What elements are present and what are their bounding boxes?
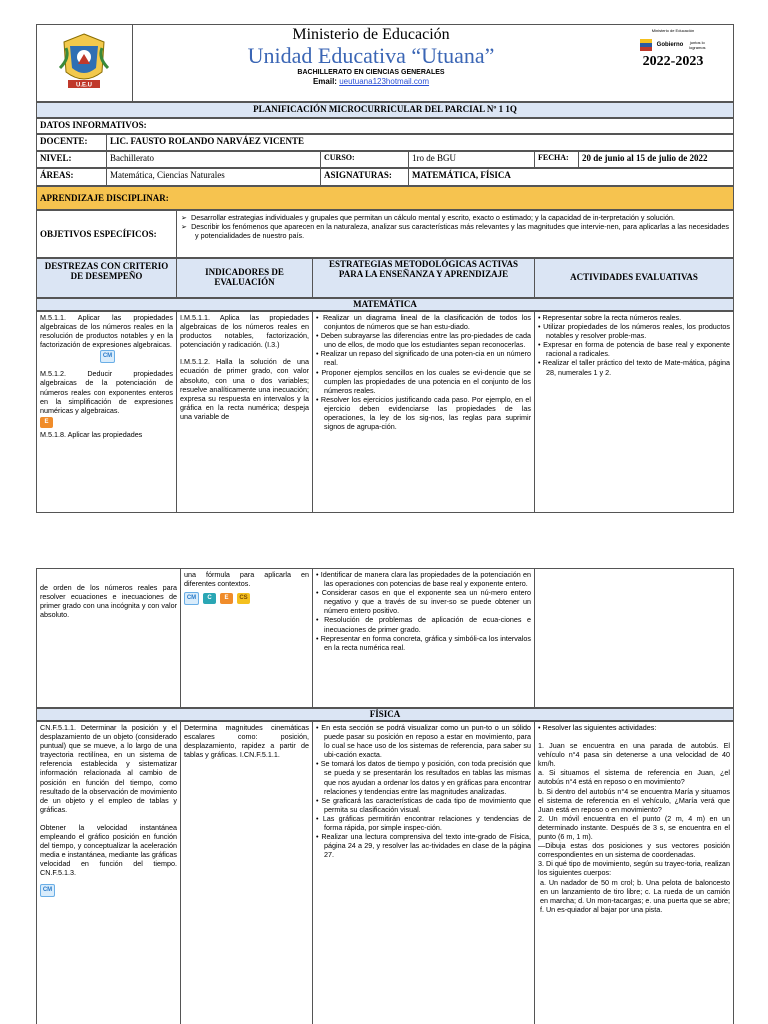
school-logo [40,28,128,96]
areas-value: Matemática, Ciencias Naturales [107,169,321,185]
aprendizaje-row [36,186,734,210]
actividad-item: 1. Juan se encuentra en una parada de autobús. El vehículo n°4 pasa sin detenerse a una velocidad de 40 km/h. [538,741,730,769]
school-name: Unidad Educativa “Utuana” [247,43,495,68]
objetivo-item: ➢ Desarrollar estrategias individuales y grupales que permitan un cálculo mental y escrito, exacto o estimado; y la capacidad de in-terpretación y solución. [181,213,675,222]
fisica-body [36,721,734,1024]
actividades-intro: • Resolver las siguientes actividades: [538,723,657,732]
matematica-cont-body [36,568,734,708]
ecuador-shield-icon [639,38,653,52]
logo-text: U.E.U [75,82,93,89]
document-page-2 [36,568,734,1024]
destreza-text: M.5.1.1. Aplicar las propiedades algebraicas de los números reales en la resolución de productos notables y en la factorización de expresiones algebraicas. [40,313,173,350]
nivel-value: Bachillerato [107,152,321,167]
ministry-name: Ministerio de Educación [292,26,450,43]
actividad-item: b. Si dentro del autobús n°4 se encuentra María y situamos el sistema de referencia en el vehículo, ¿María verá que Juan está en reposo o en movimiento? [538,786,730,814]
estrategia-item: • Resolución de problemas de aplicación de ecua-ciones e inecuaciones de primer grado. [316,615,532,634]
matematica-cont-estrategias [313,569,535,707]
estrategia-item: • Proponer ejemplos sencillos en los cuales se evi-dencie que se cumplen las propiedades de una potencia en el conjunto de los números reales. [316,367,531,395]
matematica-cont-indicadores [181,569,313,707]
estrategia-item: • Realizar una lectura comprensiva del texto inte-grado de Física, página 24 a 29, y resolver las ac-tividades en clase de la página 27. [316,832,531,860]
destreza-text: M.5.1.8. Aplicar las propiedades [40,429,143,439]
matematica-body [36,311,734,513]
plan-title-row [36,102,734,118]
fisica-destrezas [37,722,181,1024]
estrategia-item: • Deben subrayarse las diferencias entre las pro-piedades de cada uno de ellos, de modo que los estudiantes sepan reconocerlas. [316,331,532,350]
e-icon: E [220,593,233,604]
fisica-actividades [535,722,733,1024]
indicador-cont-text: una fórmula para aplicarla en diferentes contextos. [184,570,309,589]
asignaturas-label: ASIGNATURAS: [321,169,409,185]
actividad-item: 3. Di qué tipo de movimiento, según su trayec-toria, realizan los siguientes cuerpos: [538,859,730,878]
objetivo-item: ➢ Describir los fenómenos que aparecen en la naturaleza, analizar sus características más relevantes y las magnitudes que intervie-nen, para aplicarlas a las necesidades y potencialidades de nuestro país. [181,222,729,241]
header-center [136,26,606,87]
estrategia-item: • Se graficará las características de cada tipo de movimiento que permita su clasificación visual. [316,795,532,814]
actividad-item: • Expresar en forma de potencia de base real y exponente racional a radicales. [538,340,730,359]
estrategia-item: • Se tomará los datos de tiempo y posición, con toda precisión que se pueda y se presentarán los resultados en tablas las mismas que nos ayudan a ordenar los datos y en gráficas para encontrar relaciones y tendencias entre las magnitudes analizadas. [316,759,532,796]
cs-icon: CS [237,593,250,604]
col-indicadores-header: INDICADORES DE EVALUACIÓN [177,259,313,297]
objetivos-row [36,210,734,258]
estrategia-item: • En esta sección se podrá visualizar como un pun-to o un sólido puede pasar su posición en reposo a estar en movimiento, para lo cual se hace uso de los sistemas de referencia, para saber su ubi-cación exacta. [316,723,531,760]
gov-brand: Gobierno [656,42,684,48]
gov-ministry-label: Ministerio de Educación [651,28,695,33]
destreza-text: CN.F.5.1.1. Determinar la posición y el desplazamiento de un objeto (considerado puntual) que se mueve, a lo largo de una trayectoria rectilínea, en un sistema de referencia establecida y sistematizar información relacionada al cambio de posición en función del tiempo, como resultado de la observación de movimiento de un objeto y el empleo de tablas y gráficas. [40,723,177,814]
fisica-indicadores: Determina magnitudes cinemáticas escalares como: posición, desplazamiento, rapidez a partir de tablas y gráficas. I.CN.F.5.1.1. [181,722,313,1024]
nivel-row [36,151,734,168]
objetivos-list [177,211,733,257]
competencias-icons [184,592,309,605]
areas-label: ÁREAS: [37,169,107,185]
matematica-title-row [36,298,734,311]
estrategia-item: • Realizar un diagrama lineal de la clasificación de todos los conjuntos de números que se han estu-diado. [316,313,532,332]
actividad-item: • Utilizar propiedades de los números reales, los productos notables y resolver proble-mas. [538,322,730,341]
datos-title: DATOS INFORMATIVOS: [40,120,147,130]
estrategia-item: • Identificar de manera clara las propiedades de la potenciación en las operaciones con potencias de base real y exponente entero. [316,570,532,589]
school-year: 2022-2023 [642,54,704,69]
col-estrategias-header: ESTRATEGIAS METODOLÓGICAS ACTIVAS PARA LA ENSEÑANZA Y APRENDIZAJE [313,259,535,297]
matematica-cont-destrezas: de orden de los números reales para resolver ecuaciones e inecuaciones de primer grado con una incógnita y con valor absoluto. [37,569,181,707]
datos-row [36,118,734,134]
header-divider [132,24,133,102]
estrategia-item: • Considerar casos en que el exponente sea un nú-mero entero negativo y que a través de su inver-so se puede obtener un número entero positivo. [316,588,531,616]
docente-label: DOCENTE: [37,135,107,150]
government-logo-block [616,28,730,98]
estrategia-item: • Realizar un repaso del significado de una poten-cia en un número real. [316,349,531,368]
areas-row [36,168,734,186]
estrategia-item: • Representar en forma concreta, gráfica y simbóli-ca los intervalos en la recta numérica real. [316,633,531,652]
email-link[interactable]: ueutuana123hotmail.com [339,77,430,86]
email-label: Email: [312,77,337,86]
aprendizaje-title: APRENDIZAJE DISCIPLINAR: [40,193,169,203]
col-actividades-header: ACTIVIDADES EVALUATIVAS [570,272,698,282]
docente-row [36,134,734,151]
matematica-estrategias [313,312,535,512]
curso-value: 1ro de BGU [409,152,535,167]
curso-label: CURSO: [321,152,409,167]
cm-icon: CM [184,592,199,605]
document-page-1 [36,24,734,513]
fecha-value: 20 de junio al 15 de julio de 2022 [582,153,708,163]
cm-icon: CM [100,350,173,363]
asignaturas-value: MATEMÁTICA, FÍSICA [412,170,511,180]
actividad-item: 2. Un móvil encuentra en el punto (2 m, 4 m) en un determinado instante. Después de 3 s, se encuentra en el punto (6 m, 1 m). [538,813,730,842]
matematica-destrezas [37,312,177,512]
fisica-title: FÍSICA [369,709,401,719]
estrategia-item: • Resolver los ejercicios justificando cada paso. Por ejemplo, en el ejercicio deben evidenciarse las propiedades de las operaciones, la ley de los sig-nos, las reglas para suprimir signos de agrupa-ción. [316,394,532,432]
indicador-text: I.M.5.1.2. Halla la solución de una ecuación de primer grado, con valor absoluto, con una o dos variables; resuelve analíticamente una inecuación; expresa su respuesta en intervalos y la gráfica en la recta numérica; despeja una variable de [180,357,309,421]
matematica-cont-actividades [535,569,733,707]
email-line [136,77,606,87]
e-icon: E [40,417,173,428]
nivel-label: NIVEL: [37,152,107,167]
program-name: BACHILLERATO EN CIENCIAS GENERALES [297,69,445,76]
fecha-label: FECHA: [535,152,579,167]
plan-title: PLANIFICACIÓN MICROCURRICULAR DEL PARCIAL Nº 1 1Q [253,104,517,114]
estrategia-item: • Las gráficas permitirán encontrar relaciones y tendencias de forma rápida, por simple inspec-ción. [316,813,532,833]
indicador-text: I.M.5.1.1. Aplica las propiedades algebraicas de los números reales en productos notables, factorización, potenciación y radicación. (I.3.) [180,313,309,350]
matematica-indicadores [177,312,313,512]
actividad-item: • Representar sobre la recta números reales. [538,313,682,322]
objetivos-label: OBJETIVOS ESPECÍFICOS: [37,211,177,257]
actividad-item: —Dibuja estas dos posiciones y sus vectores posición correspondientes en un sistema de coordenadas. [538,841,730,860]
gov-logo [616,38,730,52]
fisica-estrategias [313,722,535,1024]
gov-brand-sub: juntos lo logramos [689,40,706,50]
destreza-text: Obtener la velocidad instantánea empleando el gráfico posición en función del tiempo, y conceptualizar la aceleración media e instantánea, mediante las gráficas velocidad en función del tiempo. CN.F.5.1.3. [40,822,177,878]
columns-header-row [36,258,734,298]
destreza-text: M.5.1.2. Deducir propiedades algebraicas de la potenciación de números reales con exponentes enteros en la simplificación de expresiones numéricas y algebraicas. [40,369,173,415]
matematica-actividades [535,312,733,512]
c-icon: C [203,593,216,604]
cm-icon: CM [40,884,177,897]
docente-value: LIC. FAUSTO ROLANDO NARVÁEZ VICENTE [110,136,304,146]
matematica-title: MATEMÁTICA [353,299,417,309]
col-destrezas-header: DESTREZAS CON CRITERIO DE DESEMPEÑO [37,259,177,297]
fisica-title-row [36,708,734,721]
actividad-item: a. Si situamos el sistema de referencia en Juan, ¿el autobús n°4 está en reposo o en movimiento? [538,768,730,787]
actividad-item: a. Un nadador de 50 m crol; b. Una pelota de baloncesto en un lanzamiento de tiro libre; c. La rueda de un camión en marcha; d. Un mon-tacargas; e. una puerta que se abre; f. Un es-quiador al bajar por una pista. [540,877,730,914]
actividad-item: • Realizar el taller práctico del texto de Mate-mática, página 28, numerales 1 y 2. [538,358,730,377]
